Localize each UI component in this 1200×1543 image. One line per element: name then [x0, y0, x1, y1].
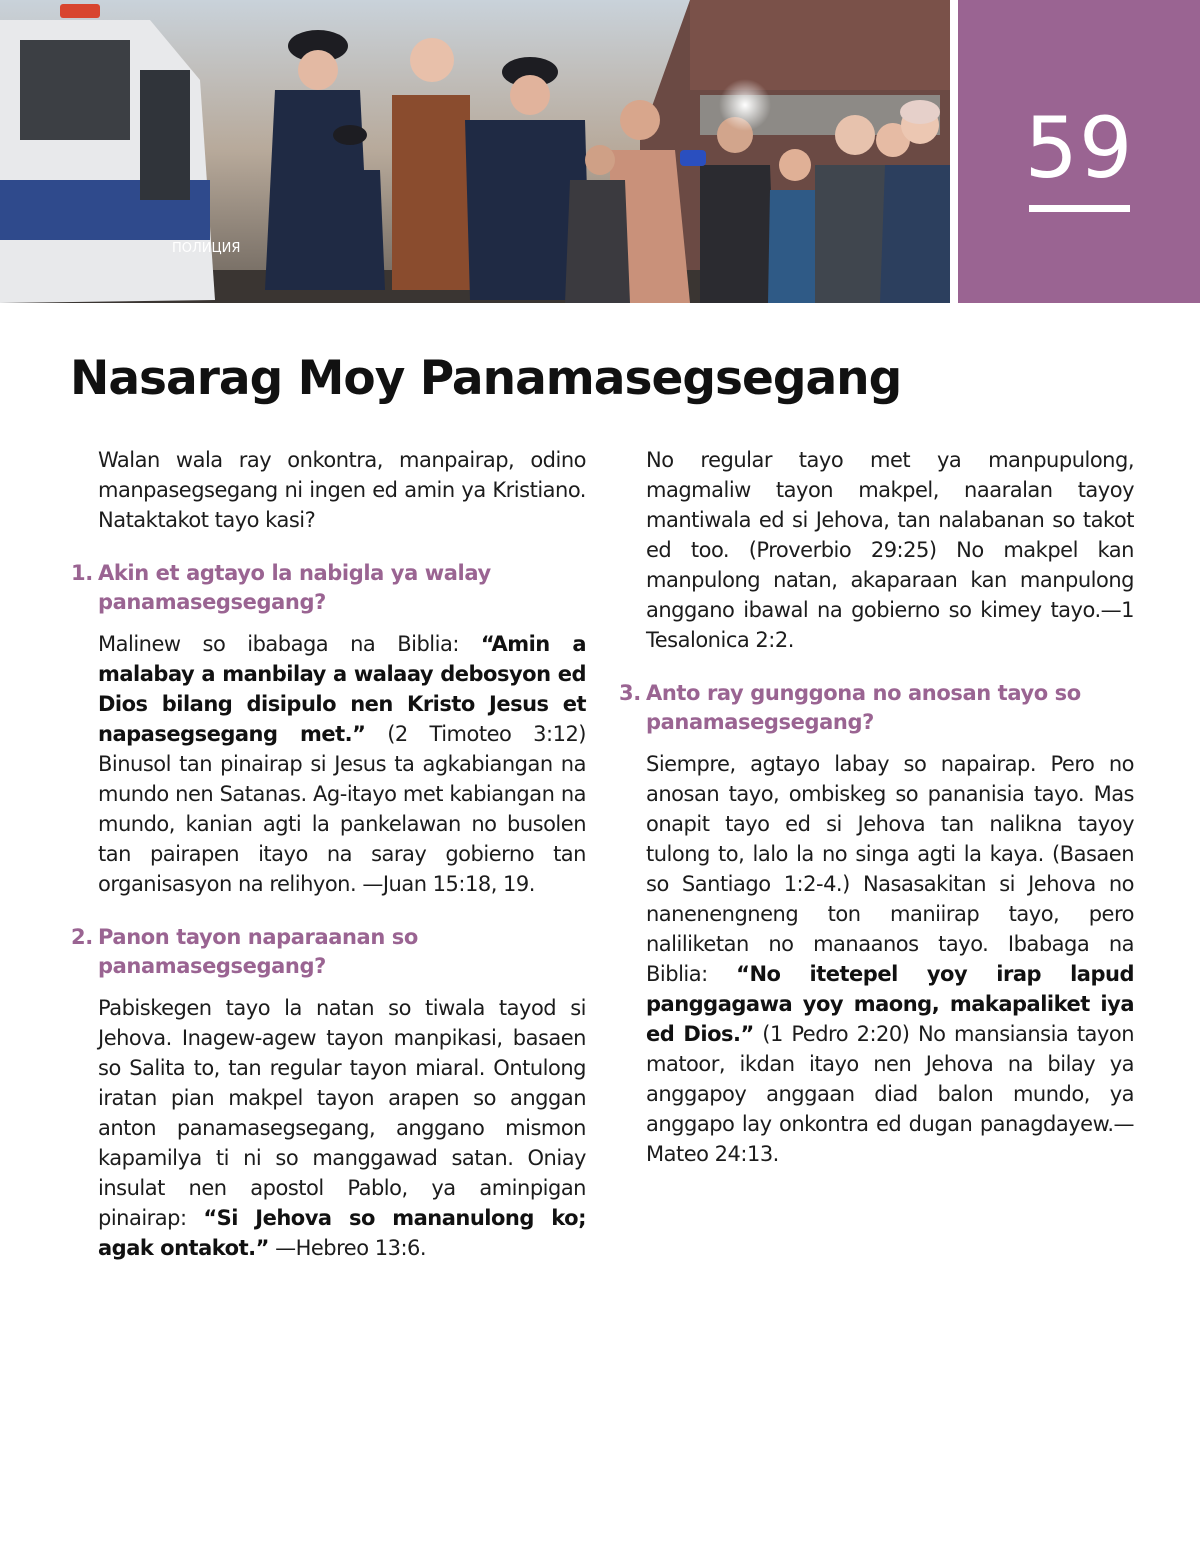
lesson-number: 59 — [1024, 99, 1134, 197]
lesson-number-underline — [1029, 205, 1130, 212]
question-2-answer-continued: No regular tayo met ya manpupulong, magmaliw tayon makpel, naaralan tayoy mantiwala ed si Jehova, tan nalabanan so takot ed too. (Proverbio 29:25) No makpel kan manpulong natan, akaparaan kan manpulong anggano ibawal na gobierno so kimey tayo.—1 Tesalonica 2:2. — [646, 448, 1134, 652]
answer-2-text-a: Pabiskegen tayo la natan so tiwala tayod si Jehova. Inagew-agew tayon manpikasi, basaen so Salita to, tan regular tayon miaral. Ontulong iratan pian makpel tayon arapen so anggan anton panamasegsegang, anggano mismon kapamilya ti ni so manggawad satan. Oniay insulat nen apostol Pablo, ya aminpigan pinairap: — [98, 996, 586, 1230]
answer-3-text-a: Siempre, agtayo labay so napairap. Pero no anosan tayo, ombiskeg so pananisia tayo. Mas onapit tayo ed si Jehova tan nalikna tayoy tulong to, lalo la no singa agti la kaya. (Basaen so Santiago 1:2-4.) Nasasakitan si Jehova no nanenengneng ton maniirap tayo, pero naliliketan no manaanos tayo. Ibabaga na Biblia: — [646, 752, 1134, 986]
right-column — [619, 445, 1135, 1169]
lesson-number-box — [958, 0, 1200, 303]
question-2-number: 2. — [71, 925, 93, 949]
question-2-heading — [71, 923, 586, 981]
question-2-answer — [98, 993, 586, 1263]
question-3-number: 3. — [619, 681, 641, 705]
question-1-number: 1. — [71, 561, 93, 585]
question-1-text: Akin et agtayo la nabigla ya walay panamasegsegang? — [98, 561, 491, 614]
page-title: Nasarag Moy Panamasegsegang — [70, 351, 902, 406]
answer-1-text-a: Malinew so ibabaga na Biblia: — [98, 632, 481, 656]
answer-2-text-b: —Hebreo 13:6. — [268, 1236, 427, 1260]
photo-illustration — [0, 0, 950, 303]
people-group — [265, 30, 590, 300]
question-3-answer — [646, 749, 1134, 1169]
answer-2-bible-quote: “Si Jehova so mananulong ko; agak ontakot.” — [98, 1206, 586, 1260]
question-1-heading — [71, 559, 586, 617]
answer-3-text-b: (1 Pedro 2:20) No mansiansia tayon matoor, ikdan itayo nen Jehova na bilay ya anggapoy anggaan diad balon mundo, ya anggapo lay onkontra ed dugan panagdayew.—Mateo 24:13. — [646, 1022, 1135, 1166]
header-photo — [0, 0, 950, 303]
intro-paragraph: Walan wala ray onkontra, manpairap, odino manpasegsegang ni ingen ed amin ya Kristiano. Nataktakot tayo kasi? — [98, 448, 586, 532]
question-3-heading — [619, 679, 1134, 737]
answer-3-bible-quote: “No itetepel yoy irap lapud panggagawa yoy maong, makapaliket iya ed Dios.” — [646, 962, 1134, 1046]
question-3-text: Anto ray gunggona no anosan tayo so panamasegsegang? — [646, 681, 1081, 734]
left-column — [71, 445, 587, 1263]
answer-1-text-b: (2 Timoteo 3:12) Binusol tan pinairap si Jesus ta agkabiangan na mundo nen Satanas. Ag-itayo met kabiangan na mundo, kanian agti la pankelawan no busolen tan pairapen itayo na saray gobierno tan organisasyon na relihyon. —Juan 15:18, 19. — [98, 722, 586, 896]
answer-1-bible-quote: “Amin a malabay a manbilay a walaay debosyon ed Dios bilang disipulo nen Kristo Jesus et napasegsegang met.” — [98, 632, 587, 746]
photo-caption-text: ПОЛИЦИЯ — [172, 241, 241, 256]
question-2-text: Panon tayon naparaanan so panamasegsegang? — [98, 925, 418, 978]
question-1-answer — [98, 629, 586, 899]
